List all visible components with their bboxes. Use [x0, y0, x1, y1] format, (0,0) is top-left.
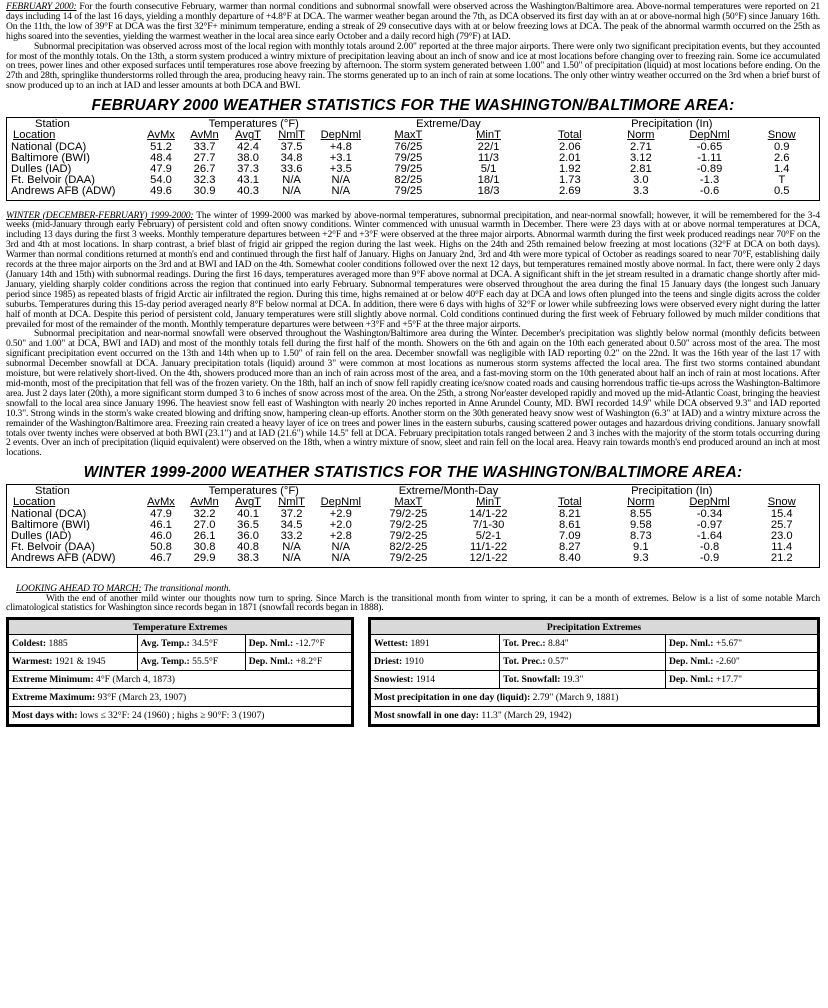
- precipitation-extremes-header: Precipitation Extremes: [371, 620, 818, 635]
- february-precip-paragraph: Subnormal precipitation was observed across most of the local region with monthly totals around 2.00" reported at the three major airports. There were only two significant precipitation events, but they accounted for most of the monthly totals. On the 13th, a storm system produced a wintry mixture of precipitation leaving about an inch of snow and ice at most locations before changing over to freezing rain. Some ice accumulated on trees, power lines and other exposed surfaces until temperatures rose above freezing by afternoon. The storm system generated between 1.00" and 1.50" of precipitation (liquid) at most locations before ending. On the 27th and 28th, springlike thunderstorms rolled through the area, producing heavy rain. The storms generated up to an inch of rain at some locations. The only other wintry weather occurred on the 3rd when a brief burst of snow produced up to an inch at IAD and lesser amounts at both DCA and BWI.: [6, 40, 820, 92]
- column-header: Snow: [767, 129, 796, 142]
- warmest-label: Warmest:: [12, 656, 53, 668]
- table-cell: 76/25: [394, 140, 423, 153]
- group-extreme: Extreme/Month-Day: [398, 485, 499, 498]
- table-cell: N/A: [331, 552, 351, 565]
- table-cell: 22/1: [477, 140, 500, 153]
- coldest-label: Coldest:: [12, 638, 47, 650]
- column-header: AvgT: [235, 129, 262, 142]
- table-cell: 37.3: [237, 162, 259, 175]
- table-cell: 37.5: [280, 140, 303, 153]
- table-cell: N/A: [282, 185, 301, 198]
- coldest-avg-value: 34.5°F: [189, 638, 219, 650]
- coldest-value: 1885: [46, 638, 68, 650]
- table-cell: 11/1-22: [469, 541, 508, 554]
- stats-column-header: [11, 497, 815, 508]
- table-cell: 36.0: [237, 530, 259, 543]
- table-cell: 40.1: [237, 507, 259, 520]
- table-cell: 8.73: [629, 530, 652, 543]
- driest-value: 1910: [402, 656, 424, 668]
- coldest-dep-value: -12.7°F: [293, 638, 325, 650]
- table-cell: 3.0: [633, 174, 649, 187]
- table-cell: 46.1: [150, 518, 172, 531]
- table-cell: 21.2: [770, 552, 793, 565]
- february-lead: FEBRUARY 2000:: [6, 1, 77, 12]
- table-cell: -0.65: [696, 140, 723, 153]
- table-cell: 36.5: [237, 518, 259, 531]
- table-cell: 9.58: [629, 518, 652, 531]
- table-cell: 50.8: [150, 541, 172, 554]
- column-header: NmlT: [278, 496, 305, 509]
- table-cell: 25.7: [770, 518, 793, 531]
- table-cell: 8.55: [629, 507, 652, 520]
- table-cell: 29.9: [193, 552, 216, 565]
- table-cell: 32.2: [193, 507, 216, 520]
- table-cell: 7.09: [558, 530, 581, 543]
- column-header: AvMn: [190, 129, 219, 142]
- group-station: Station: [35, 118, 70, 131]
- group-precipitation: Precipitation (In): [631, 485, 713, 498]
- table-cell: 33.6: [280, 162, 303, 175]
- february-stats-table: [6, 117, 820, 200]
- table-cell: -1.3: [699, 174, 720, 187]
- column-header: MaxT: [394, 496, 423, 509]
- snow-one-day-label: Most snowfall in one day:: [374, 710, 480, 722]
- table-cell: 79/2-25: [389, 518, 428, 531]
- table-cell: 42.4: [237, 140, 259, 153]
- table-cell: 5/2-1: [475, 530, 502, 543]
- table-cell: 33.7: [193, 140, 216, 153]
- table-cell: 9.1: [633, 541, 649, 554]
- winter-summary-text: The winter of 1999-2000 was marked by above-normal temperatures, subnormal precipitation, and near-normal snowfall; however, it will be remembered for the 3-4 weeks (mid-January through early February) of persistent cold and often snowy conditions. Winter commenced with unusual warmth in December. There were 23 days with at or above normal temperatures at DCA, including 13 days during the first 3 weeks. Monthly temperature departures between +2°F and +3°F were observed at the three major airports. Abnormal warmth during the first week produced readings near 70°F on the 3rd and 4th at most locations. In sharp contrast, a brief blast of frigid air gripped the region during the last week. Highs on the 24th and 25th remained below freezing at most locations (32°F at DCA on both days). Warmer than normal conditions returned at month's end and continued through the first half of January. Highs on January 2nd, 3rd and 4th were more typical of October as readings soared to near 70°F, establishing daily records at the three major airports on the 3rd and at BWI and IAD on the 4th. Somewhat cooler conditions followed over the next 12 days, but temperatures remained mostly above normal. In fact, there were only 2 days (January 14th and 15th) with subnormal readings. During the first 16 days, temperatures averaged more than 9°F above normal at DCA. A significant shift in the jet stream resulted in a dramatic change shortly after mid-January, yielding sharply colder conditions across the region that continued into early February. Subnormal temperatures were observed throughout the area during the final 15 January days (the longest such January period since 1985) as repeated blasts of frigid Arctic air infiltrated the region. During this time, highs remained at or below 40°F each day at DCA and lows often plunged into the teens and single digits across the colder suburbs. Temperatures during this 15-day period averaged nearly 8°F below normal at DCA. In addition, there were 6 days with highs of 32°F or lower while subfreezing lows were observed every night during the latter half of month at DCA. Despite this period of persistent cold, January temperatures were still slightly above normal. Cold conditions continued during the first week of February followed by much milder conditions that prevailed for most of the remainder of the month. Monthly temperature departures were between +3°F and +5°F at the three major airports.: [6, 209, 820, 330]
- extreme-maximum-label: Extreme Maximum:: [12, 692, 96, 704]
- table-cell: 37.2: [280, 507, 303, 520]
- warmest-avg-value: 55.5°F: [189, 656, 219, 668]
- driest-total-label: Tot. Prec.:: [503, 656, 546, 668]
- table-cell: 0.5: [773, 185, 790, 198]
- column-header: Norm: [627, 496, 655, 509]
- march-lead: LOOKING AHEAD TO MARCH:: [16, 582, 142, 594]
- table-cell: 8.61: [558, 518, 581, 531]
- column-header: AvgT: [235, 496, 262, 509]
- driest-dep-label: Dep. Nml.:: [668, 656, 714, 668]
- most-days-value: lows ≤ 32°F: 24 (1960) ; highs ≥ 90°F: 3 (1907): [77, 710, 265, 722]
- extreme-minimum-row: [9, 671, 352, 689]
- snowiest-dep-value: +17.7": [713, 674, 742, 686]
- most-days-label: Most days with:: [12, 710, 78, 722]
- column-header: Total: [558, 496, 582, 509]
- column-header: AvMx: [147, 496, 175, 509]
- february-summary-paragraph: [6, 2, 820, 42]
- precip-one-day-row: [371, 689, 818, 707]
- wettest-dep-value: +5.67": [713, 638, 742, 650]
- extreme-maximum-value: 93°F (March 23, 1907): [95, 692, 187, 704]
- table-cell: 8.21: [558, 507, 581, 520]
- table-cell: +3.1: [329, 151, 352, 164]
- table-cell: 47.9: [150, 507, 172, 520]
- table-cell: 40.8: [237, 541, 259, 554]
- table-cell: 79/2-25: [389, 552, 428, 565]
- march-extremes: [6, 617, 820, 727]
- snowiest-total-value: 19.3": [560, 674, 584, 686]
- table-cell: 79/25: [394, 162, 423, 175]
- table-cell: 32.3: [193, 174, 216, 187]
- table-row: [11, 186, 815, 197]
- group-station: Station: [35, 485, 70, 498]
- winter-precip-paragraph: Subnormal precipitation and near-normal snowfall were observed throughout the Washington/Baltimore area during the Winter. December's precipitation was slightly below normal (monthly deficits between 0.50" and 1.00" at DCA, BWI and IAD) and most of the monthly totals fell during the first half of the month. Showers on the 6th and again on the 10th each generated about 0.50" across most of the area. The most significant precipitation event occurred on the 13th and 14th when up to 1.50" of rain fell on the area. December snowfall was negligible with IAD reporting 0.2" on the 22nd. It was the 16th year of the last 17 with subnormal December snowfall at DCA. January precipitation totals (liquid) around 3" were common at most locations as numerous storm systems affected the local area. The first two storms contained abundant moisture, but were relatively short-lived. On the 4th, showers produced more than an inch of rain across most of the area, and a fast-moving storm on the 10th generated about half an inch of rain at most locations. After mid-month, most of the precipitation that fell was of the frozen variety. On the 18th, half an inch of snow fell rapidly creating ice/snow coated roads and causing horrendous traffic tie-ups across the Washington-Baltimore area. Just 2 days later (20th), a more significant storm dumped 3 to 6 inches of snow across most of the area. On the 25th, a strong Nor'easter developed rapidly and moved up the mid-Atlantic Coast, bringing the heaviest snowfall to the local area since January 1996. The heaviest snow fell east of Washington with nearly 20 inches reported in Anne Arundel County, MD. BWI recorded 14.9" while DCA observed 9.3" and IAD reported 10.3". Strong winds in the storm's wake created blowing and drifting snow, hampering clean-up efforts. Another storm on the 30th generated heavy snow west of Washington (6.3" at IAD) and a wintry mixture across the remainder of the Washington/Baltimore area. Freezing rain created a heavy layer of ice on trees and power lines in the eastern suburbs, causing scattered power outages and hazardous driving conditions. January snowfall totals over twenty inches were observed at both BWI (23.1") and at IAD (21.6") while 14.5" fell at DCA. February precipitation totals ranged between 2 and 3 inches with the majority of the storm totals occurring during 2 events. Over an inch of precipitation (liquid equivalent) were observed on the 18th, when a wintry mixture of snow, sleet and rain fell on the local area. Heavy rain towards month's end produced around an inch at most locations.: [6, 328, 820, 459]
- driest-total-value: 0.57": [545, 656, 569, 668]
- snowiest-dep-label: Dep. Nml.:: [668, 674, 714, 686]
- coldest-row: [9, 635, 352, 653]
- table-cell: 3.3: [633, 185, 649, 198]
- table-cell: +2.9: [329, 507, 352, 520]
- winter-stats-title: WINTER 1999-2000 WEATHER STATISTICS FOR THE WASHINGTON/BALTIMORE AREA:: [83, 464, 743, 482]
- table-cell: 2.06: [558, 140, 581, 153]
- newsletter-page: [6, 2, 820, 727]
- table-cell: 48.4: [150, 151, 172, 164]
- wettest-total-label: Tot. Prec.:: [503, 638, 546, 650]
- table-cell: N/A: [331, 174, 351, 187]
- table-cell: N/A: [331, 185, 351, 198]
- table-cell: +4.8: [329, 140, 352, 153]
- table-cell: 2.01: [558, 151, 581, 164]
- snow-one-day-row: [371, 707, 818, 725]
- table-cell: +2.8: [329, 530, 352, 543]
- snowiest-row: [371, 671, 818, 689]
- group-temperatures: Temperatures (°F): [208, 485, 299, 498]
- table-cell: 38.0: [237, 151, 259, 164]
- wettest-total-value: 8.84": [545, 638, 569, 650]
- driest-dep-value: -2.60": [713, 656, 740, 668]
- table-cell: -1.64: [696, 530, 723, 543]
- table-cell: 2.71: [629, 140, 652, 153]
- table-cell: 43.1: [237, 174, 259, 187]
- table-cell: 15.4: [770, 507, 793, 520]
- group-precipitation: Precipitation (In): [631, 118, 713, 131]
- precipitation-extremes-box: [368, 617, 820, 727]
- station-name: Ft. Belvoir (DAA): [11, 174, 95, 187]
- table-cell: +3.5: [329, 162, 352, 175]
- table-row: [11, 553, 815, 564]
- february-summary-text: For the fourth consecutive February, warmer than normal conditions and subnormal snowfall were observed across the Washington/Baltimore area. Above-normal temperatures were reported on 21 days including 14 of the last 16 days, yielding a monthly departure of +4.8°F at DCA. The warmer weather began around the 7th, as DCA observed its first day with an at or above-normal high (50°F) since January 16th. On the 11th, the low of 39°F at DCA was the first 32°F+ minimum temperature, ending a streak of 29 consecutive days with at or below freezing lows at DCA. The peak of the abnormal warmth occurred on the 25th as highs soared into the seventies, yielding the warmest weather in the local area since early October and a daily record high (79°F) at IAD.: [6, 1, 820, 42]
- table-cell: -0.89: [696, 162, 723, 175]
- driest-row: [371, 653, 818, 671]
- table-cell: 79/2-25: [389, 507, 428, 520]
- wettest-label: Wettest:: [374, 638, 409, 650]
- table-cell: 9.3: [633, 552, 649, 565]
- table-cell: 1.92: [558, 162, 581, 175]
- group-temperatures: Temperatures (°F): [208, 118, 299, 131]
- warmest-dep-label: Dep. Nml.:: [248, 656, 294, 668]
- table-cell: N/A: [282, 174, 301, 187]
- table-cell: 82/25: [394, 174, 423, 187]
- table-cell: 34.8: [280, 151, 303, 164]
- table-cell: 33.2: [280, 530, 303, 543]
- extreme-maximum-row: [9, 689, 352, 707]
- warmest-value: 1921 & 1945: [52, 656, 106, 668]
- column-header: DepNml: [320, 496, 362, 509]
- wettest-row: [371, 635, 818, 653]
- snowiest-value: 1914: [413, 674, 436, 686]
- table-cell: -1.11: [697, 151, 722, 164]
- table-cell: -0.34: [696, 507, 723, 520]
- table-cell: 26.7: [193, 162, 216, 175]
- column-header: MinT: [476, 129, 501, 142]
- table-cell: 54.0: [150, 174, 172, 187]
- warmest-avg-label: Avg. Temp.:: [140, 656, 190, 668]
- table-cell: 14/1-22: [469, 507, 508, 520]
- table-cell: 38.3: [237, 552, 259, 565]
- table-cell: 40.3: [237, 185, 259, 198]
- precip-one-day-value: 2.79" (March 9, 1881): [530, 692, 619, 704]
- column-header: NmlT: [278, 129, 305, 142]
- table-cell: 1.73: [558, 174, 581, 187]
- table-cell: -0.97: [696, 518, 723, 531]
- table-cell: 18/1: [477, 174, 500, 187]
- column-header: DepNml: [320, 129, 362, 142]
- table-cell: -0.9: [699, 552, 720, 565]
- table-cell: T: [778, 174, 786, 187]
- table-cell: 3.12: [629, 151, 652, 164]
- column-header: MinT: [476, 496, 501, 509]
- table-cell: 26.1: [193, 530, 216, 543]
- table-cell: 11.4: [771, 541, 793, 554]
- table-cell: -0.8: [699, 541, 720, 554]
- table-cell: 30.8: [193, 541, 216, 554]
- coldest-dep-label: Dep. Nml.:: [248, 638, 294, 650]
- station-name: National (DCA): [11, 140, 87, 153]
- winter-summary-paragraph: [6, 211, 820, 330]
- table-cell: 79/25: [394, 185, 423, 198]
- february-stats-title: FEBRUARY 2000 WEATHER STATISTICS FOR THE WASHINGTON/BALTIMORE AREA:: [91, 97, 735, 115]
- march-subtitle: The transitional month.: [141, 582, 231, 594]
- table-cell: 2.6: [773, 151, 790, 164]
- warmest-row: [9, 653, 352, 671]
- table-cell: N/A: [282, 541, 301, 554]
- column-header: Norm: [627, 129, 655, 142]
- table-cell: 2.69: [558, 185, 581, 198]
- table-cell: 27.7: [193, 151, 216, 164]
- column-header: Location: [13, 129, 56, 142]
- table-cell: 2.81: [629, 162, 652, 175]
- table-cell: 51.2: [150, 140, 172, 153]
- station-name: Dulles (IAD): [11, 162, 72, 175]
- group-extreme: Extreme/Day: [416, 118, 481, 131]
- table-cell: 49.6: [150, 185, 172, 198]
- table-cell: 12/1-22: [469, 552, 508, 565]
- table-cell: 7/1-30: [472, 518, 505, 531]
- table-cell: +2.0: [329, 518, 352, 531]
- table-cell: 46.7: [150, 552, 172, 565]
- column-header: Location: [13, 496, 56, 509]
- column-header: AvMx: [147, 129, 175, 142]
- column-header: Total: [558, 129, 582, 142]
- snow-one-day-value: 11.3" (March 29, 1942): [479, 710, 572, 722]
- table-cell: 11/3: [478, 151, 499, 164]
- table-cell: 30.9: [193, 185, 216, 198]
- extreme-minimum-value: 4°F (March 4, 1873): [93, 674, 175, 686]
- column-header: AvMn: [190, 496, 219, 509]
- table-cell: 23.0: [770, 530, 793, 543]
- table-cell: 46.0: [150, 530, 172, 543]
- table-cell: 79/25: [394, 151, 423, 164]
- driest-label: Driest:: [374, 656, 403, 668]
- column-header: MaxT: [394, 129, 423, 142]
- precip-one-day-label: Most precipitation in one day (liquid):: [374, 692, 531, 704]
- station-name: Dulles (IAD): [11, 530, 72, 543]
- temperature-extremes-header: Temperature Extremes: [9, 620, 352, 635]
- winter-stats-table: [6, 484, 820, 567]
- wettest-value: 1891: [408, 638, 430, 650]
- table-cell: 34.5: [280, 518, 303, 531]
- coldest-avg-label: Avg. Temp.:: [140, 638, 190, 650]
- station-name: Ft. Belvoir (DAA): [11, 541, 95, 554]
- column-header: DepNml: [689, 129, 730, 142]
- station-name: Andrews AFB (ADW): [11, 185, 116, 198]
- table-cell: 18/3: [477, 185, 500, 198]
- wettest-dep-label: Dep. Nml.:: [668, 638, 714, 650]
- table-cell: N/A: [331, 541, 351, 554]
- table-cell: 79/2-25: [389, 530, 428, 543]
- temperature-extremes-box: [6, 617, 354, 727]
- column-header: Snow: [767, 496, 796, 509]
- table-cell: 47.9: [150, 162, 172, 175]
- table-cell: 0.9: [773, 140, 790, 153]
- table-cell: 82/2-25: [389, 541, 428, 554]
- table-cell: 5/1: [480, 162, 497, 175]
- march-intro-paragraph: With the end of another mild winter our thoughts now turn to spring. Since March is the transitional month from winter to spring, it can be a month of extremes. Below is a list of some notable March climatological statistics for Washington since records began in 1871 (snowfall records began in 1888).: [6, 592, 820, 614]
- station-name: Baltimore (BWI): [11, 518, 90, 531]
- snowiest-total-label: Tot. Snowfall:: [503, 674, 561, 686]
- table-cell: 8.40: [558, 552, 581, 565]
- winter-lead: WINTER (DECEMBER-FEBRUARY) 1999-2000:: [6, 209, 194, 221]
- extreme-minimum-label: Extreme Minimum:: [12, 674, 94, 686]
- station-name: Baltimore (BWI): [11, 151, 90, 164]
- station-name: Andrews AFB (ADW): [11, 552, 116, 565]
- stats-column-header: [11, 130, 815, 141]
- table-cell: 1.4: [773, 162, 790, 175]
- warmest-dep-value: +8.2°F: [293, 656, 323, 668]
- column-header: DepNml: [689, 496, 730, 509]
- table-cell: N/A: [282, 552, 301, 565]
- table-cell: 27.0: [193, 518, 216, 531]
- snowiest-label: Snowiest:: [374, 674, 414, 686]
- table-cell: 8.27: [558, 541, 581, 554]
- station-name: National (DCA): [11, 507, 87, 520]
- table-cell: -0.6: [699, 185, 720, 198]
- most-days-row: [9, 707, 352, 725]
